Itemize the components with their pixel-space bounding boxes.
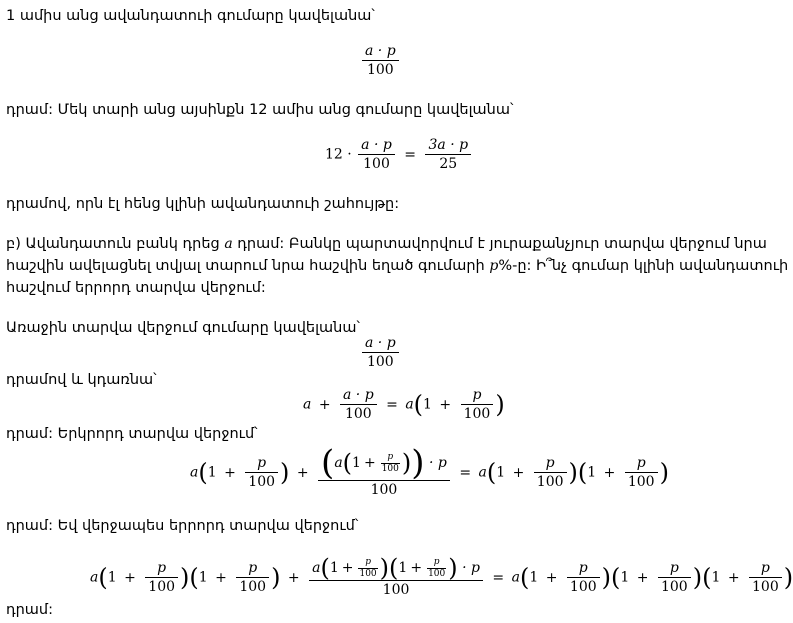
fraction-ap-over-100 <box>362 42 399 79</box>
right-paren: ) <box>659 458 669 487</box>
equation-second-year <box>190 443 669 499</box>
numerator: p <box>658 559 691 578</box>
fraction-compound-second <box>318 443 450 499</box>
paragraph-line-9 <box>6 426 258 442</box>
numerator: p <box>625 454 658 473</box>
left-paren: ( <box>611 563 621 592</box>
plus-sign: + <box>287 569 300 586</box>
equation-first-year-total <box>303 386 505 423</box>
plus-sign: + <box>727 569 740 586</box>
plus-sign: + <box>512 464 525 481</box>
numerator <box>318 443 450 483</box>
variable-a: a <box>405 396 414 413</box>
numerator: p <box>245 454 278 473</box>
left-paren: ( <box>198 458 208 487</box>
variable-a: a <box>190 464 199 481</box>
one: 1 <box>198 569 208 586</box>
plus-sign: + <box>603 464 616 481</box>
plus-sign: + <box>545 569 558 586</box>
numerator: p <box>236 559 269 578</box>
right-paren: ) <box>280 458 290 487</box>
text-deposit-part2: դրամ: Բանկը պարտավորվում է յուրաքանչյուր տարվա վերջում նրա <box>237 236 767 252</box>
paragraph-line-7 <box>6 320 360 336</box>
paragraph-line-5 <box>6 258 788 274</box>
fraction-p-over-100 <box>461 386 494 423</box>
numerator: p <box>358 557 377 569</box>
equals-sign: = <box>404 146 417 163</box>
plus-sign: + <box>439 396 452 413</box>
text-second-year: դրամ: Երկրորդ տարվա վերջում՝ <box>6 426 258 442</box>
fraction-ap-over-100 <box>340 386 377 423</box>
variable-a: a <box>334 455 343 471</box>
times-p: · p <box>462 560 480 576</box>
left-paren: ( <box>413 390 424 419</box>
variable-a: a <box>224 236 233 252</box>
plus-sign: + <box>318 396 331 413</box>
right-paren: ) <box>180 563 190 592</box>
denominator: 100 <box>359 568 377 579</box>
one: 1 <box>496 464 506 481</box>
fraction-compound-third <box>309 556 483 599</box>
text-dram-end: դրամ: <box>6 602 54 618</box>
one: 1 <box>207 464 217 481</box>
fraction-3ap-over-25 <box>425 136 471 173</box>
variable-a: a <box>303 396 312 413</box>
paragraph-line-10 <box>6 518 358 534</box>
numerator: p <box>461 386 494 405</box>
variable-a: a <box>312 560 321 576</box>
one: 1 <box>398 560 408 576</box>
denominator: 100 <box>366 62 394 78</box>
equation-yearly <box>325 136 473 173</box>
small-fraction-p-over-100 <box>381 452 400 475</box>
one: 1 <box>423 396 432 413</box>
times-p: · p <box>428 455 447 471</box>
text-third-year: դրամ: Եվ վերջապես երրորդ տարվա վերջում՝ <box>6 518 359 534</box>
variable-p: p <box>489 258 499 274</box>
paragraph-line-6 <box>6 280 266 296</box>
denominator: 100 <box>569 579 597 595</box>
plus-sign: + <box>636 569 649 586</box>
numerator <box>309 556 483 581</box>
paragraph-line-3 <box>6 196 399 212</box>
fraction-p-over-100 <box>245 454 278 491</box>
fraction-ap-over-100 <box>362 334 399 371</box>
right-paren: ) <box>401 449 412 477</box>
left-paren: ( <box>519 563 530 592</box>
text-month-increase: 1 ամիս անց ավանդատուի գումարը կավելանա՝ <box>6 8 375 24</box>
one: 1 <box>529 569 539 586</box>
right-paren: ) <box>692 563 703 592</box>
small-fraction-p-over-100 <box>427 557 446 580</box>
text-becomes: դրամով և կդառնա՝ <box>6 372 157 388</box>
one: 1 <box>587 464 597 481</box>
plus-sign: + <box>296 464 309 481</box>
plus-sign: + <box>410 560 423 576</box>
denominator: 100 <box>463 406 491 422</box>
denominator: 100 <box>363 156 390 172</box>
fraction-p-over-100 <box>567 559 600 596</box>
fraction-p-over-100 <box>236 559 269 596</box>
variable-a: a <box>90 569 99 586</box>
fraction-ap-over-100 <box>358 136 395 173</box>
one: 1 <box>620 569 630 586</box>
plus-sign: + <box>124 569 136 586</box>
equation-first-year-increase <box>360 334 401 371</box>
right-paren: ) <box>601 563 612 592</box>
numerator: p <box>145 559 178 578</box>
outer-right-paren: ) <box>411 443 425 483</box>
plus-sign: + <box>224 464 236 481</box>
denominator: 100 <box>428 568 446 579</box>
left-paren: ( <box>577 458 588 487</box>
text-interest-part1: հաշվին ավելացնել տվյալ տարում նրա հաշվին եղած գումարի <box>6 258 485 274</box>
denominator: 100 <box>366 354 394 370</box>
denominator: 100 <box>627 474 655 490</box>
paragraph-line-8 <box>6 372 157 388</box>
left-paren: ( <box>98 563 108 592</box>
numerator: a · p <box>340 386 377 405</box>
left-paren: ( <box>342 449 353 477</box>
fraction-p-over-100 <box>749 559 782 596</box>
variable-a: a <box>478 464 487 481</box>
numerator: a · p <box>358 136 395 155</box>
text-year-increase: դրամ: Մեկ տարի անց այսինքն 12 ամիս անց գումարը կավելանա՝ <box>6 102 514 118</box>
fraction-p-over-100 <box>534 454 567 491</box>
denominator: 100 <box>382 582 410 598</box>
numerator: p <box>427 557 446 569</box>
left-paren: ( <box>189 563 199 592</box>
small-fraction-p-over-100 <box>358 557 377 580</box>
fraction-p-over-100 <box>658 559 691 596</box>
numerator: a · p <box>362 334 399 353</box>
plus-sign: + <box>341 560 354 576</box>
variable-a: a <box>511 569 520 586</box>
left-paren: ( <box>486 458 497 487</box>
numerator: p <box>381 452 400 464</box>
text-interest-part2: %-ը: Ի՞նչ գումար կլինի ավանդատուի <box>498 258 789 274</box>
equation-third-year <box>90 556 793 599</box>
fraction-p-over-100 <box>145 559 178 596</box>
text-profit: դրամով, որն էլ հենց կլինի ավանդատուի շահույթը: <box>6 196 400 212</box>
numerator: 3a · p <box>425 136 471 155</box>
denominator: 100 <box>344 406 372 422</box>
numerator: p <box>567 559 600 578</box>
denominator: 100 <box>660 579 688 595</box>
right-paren: ) <box>448 554 458 582</box>
right-paren: ) <box>568 458 578 487</box>
one: 1 <box>711 569 721 586</box>
left-paren: ( <box>702 563 712 592</box>
right-paren: ) <box>783 563 793 592</box>
fraction-p-over-100 <box>625 454 658 491</box>
right-paren: ) <box>271 563 281 592</box>
one: 1 <box>329 560 339 576</box>
denominator: 100 <box>381 463 399 474</box>
text-question: հաշվում երրորդ տարվա վերջում: <box>6 280 266 296</box>
denominator: 100 <box>536 474 564 490</box>
right-paren: ) <box>495 390 505 419</box>
denominator: 100 <box>148 579 176 595</box>
coefficient-12: 12 · <box>325 146 352 163</box>
left-paren: ( <box>320 554 330 582</box>
numerator: p <box>749 559 782 578</box>
numerator: p <box>534 454 567 473</box>
paragraph-line-1 <box>6 8 375 24</box>
denominator: 100 <box>248 474 276 490</box>
denominator: 100 <box>239 579 267 595</box>
denominator: 100 <box>370 482 398 498</box>
left-paren: ( <box>389 554 399 582</box>
equals-sign: = <box>459 464 472 481</box>
paragraph-line-4 <box>6 236 767 252</box>
numerator: a · p <box>362 42 399 61</box>
one: 1 <box>352 455 361 471</box>
paragraph-line-2 <box>6 102 513 118</box>
paragraph-line-11 <box>6 602 53 618</box>
equation-monthly <box>360 42 401 79</box>
outer-left-paren: ( <box>321 443 335 483</box>
denominator: 100 <box>752 579 779 595</box>
right-paren: ) <box>379 554 390 582</box>
equals-sign: = <box>492 569 505 586</box>
text-deposit-part1: բ) Ավանդատուն բանկ դրեց <box>6 236 220 252</box>
text-first-year: Առաջին տարվա վերջում գումարը կավելանա՝ <box>6 320 360 336</box>
plus-sign: + <box>215 569 227 586</box>
one: 1 <box>107 569 117 586</box>
denominator: 25 <box>439 156 458 172</box>
plus-sign: + <box>363 455 376 471</box>
equals-sign: = <box>386 396 398 413</box>
